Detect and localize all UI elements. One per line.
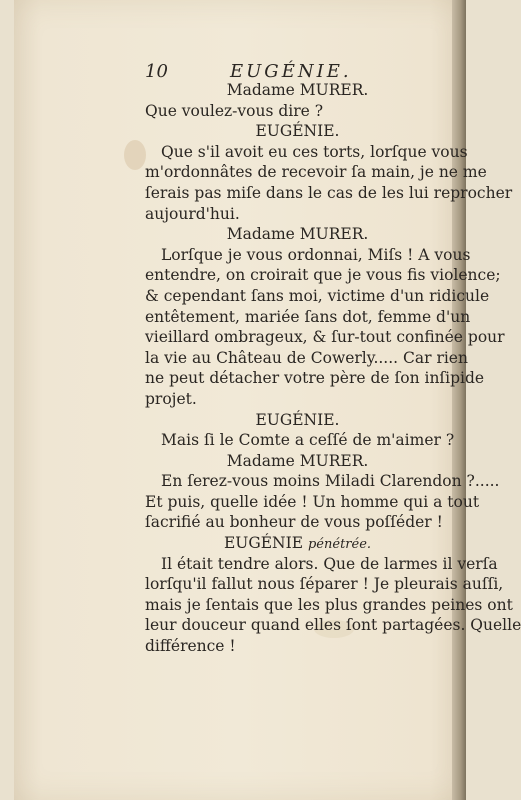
text-line: lorſqu'il fallut nous ſéparer ! Je pleurais auſſi, — [145, 575, 504, 594]
speaker-heading: Madame MURER. — [226, 81, 369, 99]
text-line: Que s'il avoit eu ces torts, lorſque vous — [161, 142, 468, 161]
text-line: projet. — [145, 389, 197, 408]
play-text — [145, 80, 521, 657]
text-line: Que voulez-vous dire ? — [145, 101, 324, 120]
page-header — [145, 61, 370, 81]
page-number: 10 — [145, 61, 168, 82]
page-edge — [452, 0, 466, 800]
text-line: Il était tendre alors. Que de larmes il verſa — [161, 554, 498, 573]
text-line: Lorſque je vous ordonnai, Miſs ! A vous — [161, 245, 471, 264]
text-line: la vie au Château de Cowerly..... Car rien — [145, 348, 468, 367]
speaker-heading: EUGÉNIE pénétrée. — [223, 534, 372, 553]
text-line: Mais ſi le Comte a ceſſé de m'aimer ? — [161, 431, 455, 450]
running-title: EUGÉNIE. — [230, 61, 352, 82]
text-line: leur douceur quand elles ſont partagées. Quelle — [145, 616, 521, 635]
text-line: aujourd'hui. — [145, 204, 240, 223]
speaker-heading: EUGÉNIE. — [255, 410, 340, 429]
text-line: En ſerez-vous moins Miladi Clarendon ?..... — [161, 472, 500, 491]
text-line: mais je ſentais que les plus grandes peines ont — [145, 595, 513, 614]
text-line: ſacrifié au bonheur de vous poſſéder ! — [145, 513, 443, 532]
paper-stain — [124, 140, 146, 170]
text-line: entêtement, mariée ſans dot, femme d'un — [145, 307, 471, 326]
speaker-heading: EUGÉNIE. — [255, 122, 340, 141]
text-line: vieillard ombrageux, & ſur-tout confinée pour — [145, 328, 505, 347]
speaker-heading: Madame MURER. — [226, 451, 369, 470]
text-line: ſerais pas miſe dans le cas de les lui reprocher — [145, 183, 513, 202]
text-line: & cependant ſans moi, victime d'un ridicule — [145, 286, 490, 305]
text-line: ne peut détacher votre père de ſon inſipide — [145, 369, 485, 388]
text-line: Et puis, quelle idée ! Un homme qui a tout — [145, 492, 480, 511]
text-line: m'ordonnâtes de recevoir ſa main, je ne me — [145, 163, 487, 182]
text-line: différence ! — [145, 637, 236, 656]
speaker-heading: Madame MURER. — [226, 225, 369, 244]
stage-direction: pénétrée. — [307, 537, 372, 553]
text-line: entendre, on croirait que je vous fis violence; — [145, 266, 501, 285]
